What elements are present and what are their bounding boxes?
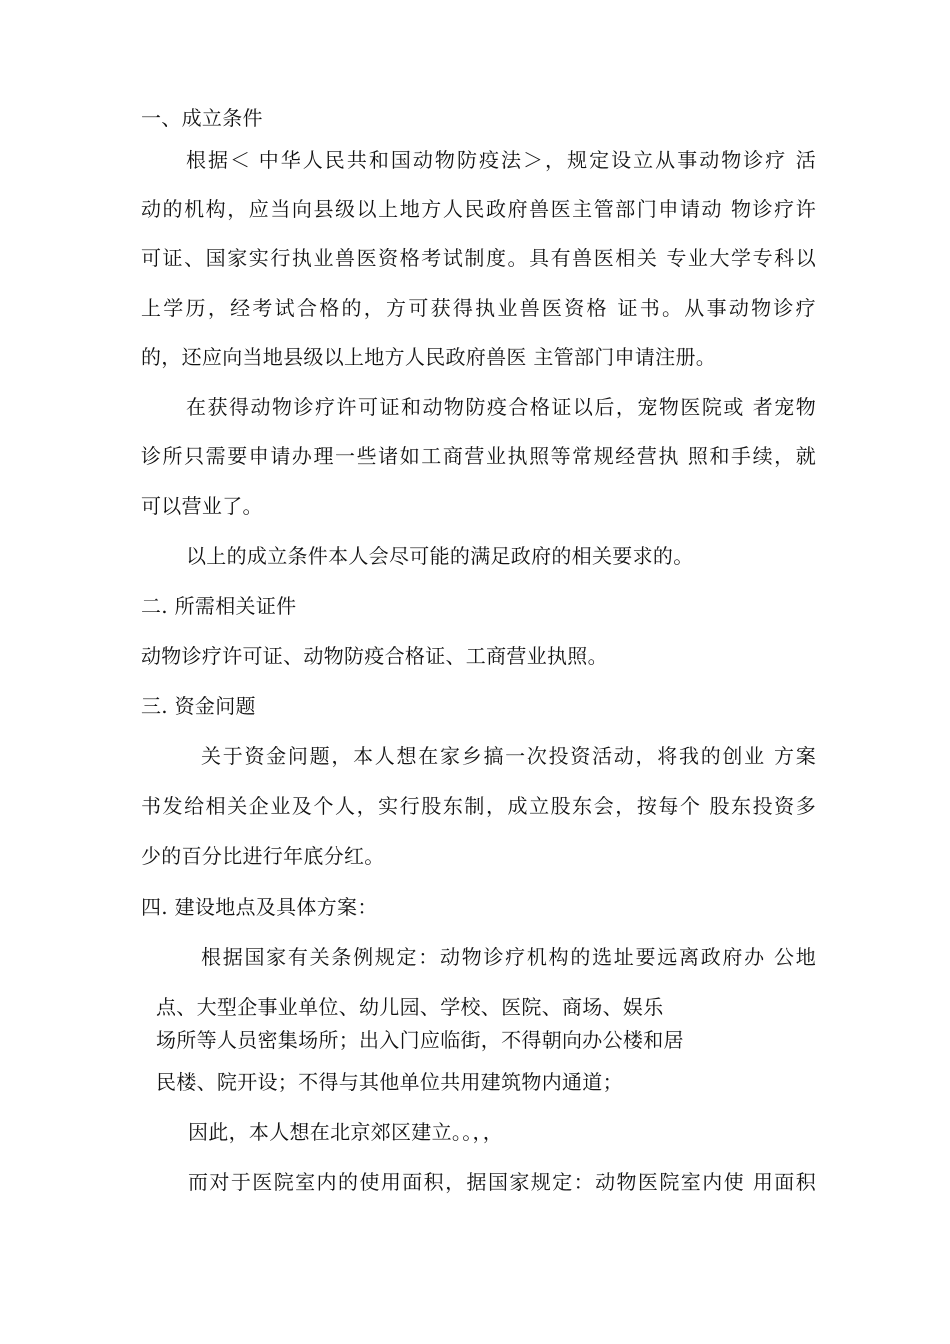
paragraph-line: 可证、国家实行执业兽医资格考试制度。具有兽医相关 专业大学专科以 bbox=[141, 246, 816, 270]
paragraph-line: 民楼、院开设；不得与其他单位共用建筑物内通道； bbox=[156, 1070, 623, 1094]
paragraph-line: 的，还应向当地县级以上地方人民政府兽医 主管部门申请注册。 bbox=[141, 345, 717, 369]
paragraph-line: 动物诊疗许可证、动物防疫合格证、工商营业执照。 bbox=[141, 644, 608, 668]
paragraph-line: 关于资金问题，本人想在家乡搞一次投资活动，将我的创业 方案 bbox=[201, 744, 816, 768]
section-heading-funding: 三. 资金问题 bbox=[141, 694, 256, 718]
paragraph-line: 根据国家有关条例规定：动物诊疗机构的选址要远离政府办 公地 bbox=[201, 945, 816, 969]
paragraph-line: 因此，本人想在北京郊区建立。。，， bbox=[188, 1120, 504, 1144]
paragraph-line: 书发给相关企业及个人，实行股东制，成立股东会，按每个 股东投资多 bbox=[141, 794, 816, 818]
paragraph-line: 而对于医院室内的使用面积，据国家规定：动物医院室内使 用面积 bbox=[188, 1170, 816, 1194]
paragraph-line: 点、大型企事业单位、幼儿园、学校、医院、商场、娱乐 bbox=[156, 995, 664, 1019]
paragraph-line: 上学历，经考试合格的，方可获得执业兽医资格 证书。从事动物诊疗 bbox=[141, 296, 816, 320]
paragraph-line: 以上的成立条件本人会尽可能的满足政府的相关要求的。 bbox=[186, 544, 694, 568]
section-heading-establishment-conditions: 一、成立条件 bbox=[141, 106, 263, 130]
paragraph-line: 少的百分比进行年底分红。 bbox=[141, 844, 385, 868]
paragraph-line: 场所等人员密集场所；出入门应临街，不得朝向办公楼和居 bbox=[156, 1028, 684, 1052]
section-heading-location-plan: 四. 建设地点及具体方案： bbox=[141, 895, 378, 919]
paragraph-line: 诊所只需要申请办理一些诸如工商营业执照等常规经营执 照和手续，就 bbox=[141, 444, 816, 468]
section-heading-required-certificates: 二. 所需相关证件 bbox=[141, 594, 297, 618]
paragraph-line: 在获得动物诊疗许可证和动物防疫合格证以后，宠物医院或 者宠物 bbox=[186, 395, 816, 419]
paragraph-line: 动的机构，应当向县级以上地方人民政府兽医主管部门申请动 物诊疗许 bbox=[141, 197, 816, 221]
paragraph-line: 根据＜ 中华人民共和国动物防疫法＞，规定设立从事动物诊疗 活 bbox=[186, 148, 816, 172]
paragraph-line: 可以营业了。 bbox=[141, 494, 263, 518]
